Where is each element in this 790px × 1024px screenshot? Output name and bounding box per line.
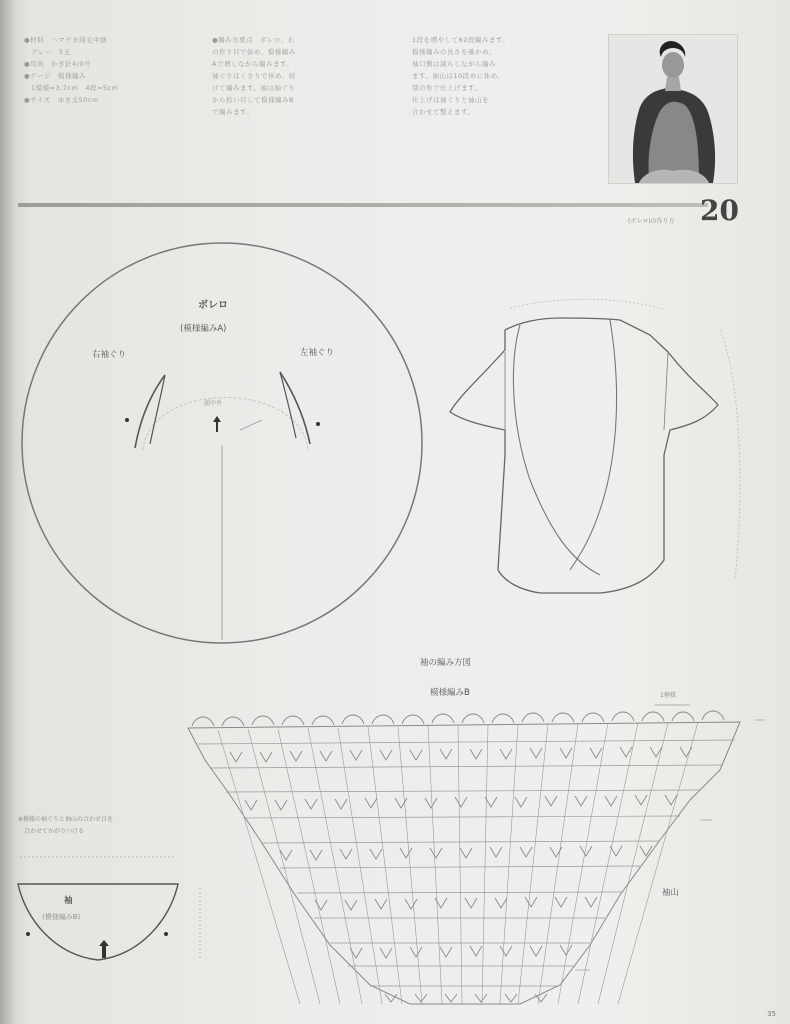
intro-line: ます。袖山は10段めに休め、 <box>412 72 505 80</box>
intro-line: 袖口側は減らしながら編み <box>412 60 496 68</box>
bolero-title: ボレロ <box>198 300 228 311</box>
center-label: 前中央 <box>204 400 223 407</box>
small-sleeve-diagram <box>18 857 200 960</box>
intro-line: 模様編みの長さを確かめ、 <box>412 48 496 56</box>
intro-line: 別の糸で仕上げます。 <box>412 84 482 92</box>
sleeve-cap-label: 袖山 <box>662 888 680 898</box>
sleeve-stitch-chart <box>188 705 765 1004</box>
repeat-label: 1模様 <box>660 692 676 699</box>
intro-line: ●材料 ハマナカ純毛中細 <box>24 36 108 44</box>
intro-line: けて編みます。袖は袖ぐり <box>212 84 296 92</box>
left-armhole-label: 左袖ぐり <box>300 348 335 358</box>
intro-line: 袖ぐりはくさりで休め、続 <box>212 72 296 80</box>
intro-line: の作り目で始め、模様編み <box>212 48 296 56</box>
intro-line: 合わせて整えます。 <box>412 108 475 116</box>
intro-line: ●ゲージ 模様編み <box>24 72 87 80</box>
sleeve-small-title: 袖 <box>64 896 73 906</box>
intro-line: Aで増しながら編みます。 <box>212 60 294 68</box>
sleeve-note-line1: ※模様の袖ぐりと袖山の合わせ目を <box>18 816 114 823</box>
pattern-number: 20 <box>700 194 739 227</box>
sleeve-chart-subtitle: 模様編みB <box>430 688 470 698</box>
pattern-caption: (ボレロ)の作り方 <box>628 218 675 225</box>
sleeve-note-line2: 合わせてかがりつける <box>18 828 85 835</box>
sleeve-small-subtitle: (模様編みB) <box>42 913 81 921</box>
intro-line: ●サイズ ゆき丈50cm <box>24 96 99 104</box>
bolero-subtitle: (模様編みA) <box>180 324 227 334</box>
sleeve-chart-title: 袖の編み方図 <box>420 658 472 668</box>
intro-line: で編みます。 <box>212 108 254 116</box>
intro-line: 1模様=3.7cm 4段=5cm <box>24 84 119 92</box>
intro-line: ●用具 かぎ針4/0号 <box>24 60 92 68</box>
intro-line: から拾い目して模様編みB <box>212 96 294 104</box>
intro-line: 1段を増やして62段編みます。 <box>412 36 510 44</box>
right-armhole-label: 右袖ぐり <box>92 350 127 360</box>
intro-line: ●編み方要点 ボレロ、わ <box>212 36 295 44</box>
garment-schematic <box>450 299 740 593</box>
intro-line: グレー 5玉 <box>24 48 71 56</box>
page-number: 35 <box>767 1010 776 1018</box>
intro-line: 仕上げは袖ぐりと袖山を <box>412 96 489 104</box>
